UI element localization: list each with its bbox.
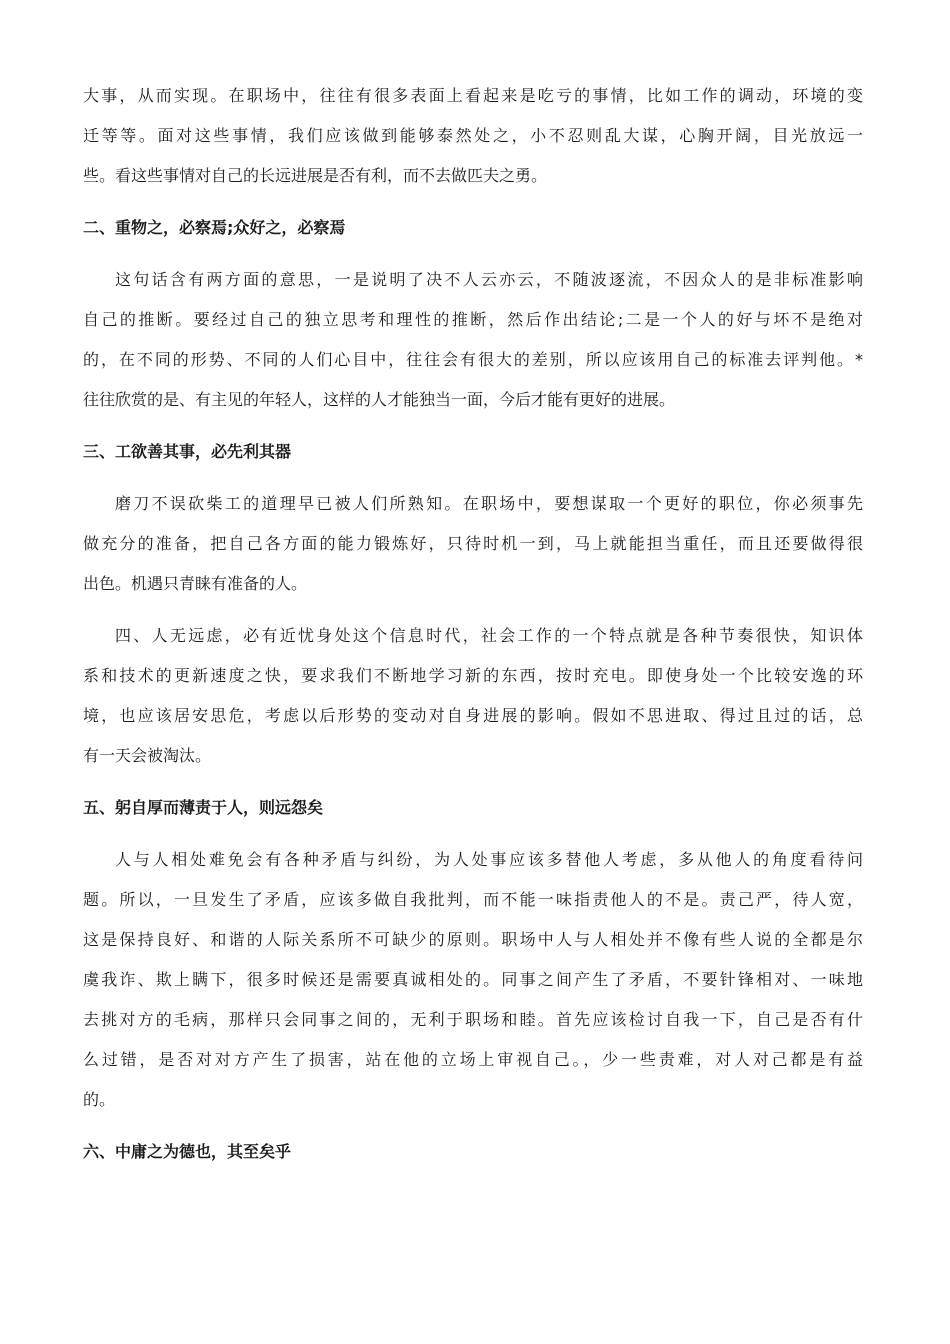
paragraph-continuation <box>83 76 863 196</box>
text-line: 去挑对方的毛病，那样只会同事之间的，无利于职场和睦。首先应该检讨自我一下，自己是否有什 <box>83 1010 863 1029</box>
text-line: 自己的推断。要经过自己的独立思考和理性的推断，然后作出结论;二是一个人的好与坏不是绝对 <box>83 310 863 329</box>
text-line: 出色。机遇只青睐有准备的人。 <box>83 574 308 593</box>
text-line: 的，在不同的形势、不同的人们心目中，往往会有很大的差别，所以应该用自己的标准去评判他。* <box>83 350 863 369</box>
text-line: 境，也应该居安思危，考虑以后形势的变动对自身进展的影响。假如不思进取、得过且过的话，总 <box>83 706 863 725</box>
section-heading-3: 三、工欲善其事，必先利其器 <box>83 442 292 461</box>
document-page <box>83 76 863 1172</box>
text-line: 这句话含有两方面的意思，一是说明了决不人云亦云，不随波逐流，不因众人的是非标准影响 <box>115 270 863 289</box>
text-line: 有一天会被淘汰。 <box>83 746 212 765</box>
text-line: 么过错，是否对对方产生了损害，站在他的立场上审视自己。，少一些责难，对人对己都是有益 <box>83 1050 863 1069</box>
paragraph-section-2 <box>83 260 863 420</box>
paragraph-section-4 <box>83 616 863 776</box>
text-line: 这是保持良好、和谐的人际关系所不可缺少的原则。职场中人与人相处并不像有些人说的全都是尔 <box>83 930 863 949</box>
section-heading-6: 六、中庸之为德也，其至矣乎 <box>83 1142 292 1161</box>
text-line: 的。 <box>83 1090 116 1109</box>
text-line: 些。看这些事情对自己的长远进展是否有利，而不去做匹夫之勇。 <box>83 166 548 185</box>
paragraph-section-3 <box>83 484 863 604</box>
text-line: 四、人无远虑，必有近忧身处这个信息时代，社会工作的一个特点就是各种节奏很快，知识体 <box>115 626 863 645</box>
section-heading-5: 五、躬自厚而薄责于人，则远怨矣 <box>83 798 324 817</box>
text-line: 题。所以，一旦发生了矛盾，应该多做自我批判，而不能一味指责他人的不是。责己严，待人宽， <box>83 890 863 909</box>
section-heading-2: 二、重物之，必察焉;众好之，必察焉 <box>83 218 346 237</box>
text-line: 往往欣赏的是、有主见的年轻人，这样的人才能独当一面，今后才能有更好的进展。 <box>83 390 676 409</box>
text-line: 虞我诈、欺上瞒下，很多时候还是需要真诚相处的。同事之间产生了矛盾，不要针锋相对、一味地 <box>83 970 863 989</box>
text-line: 大事，从而实现。在职场中，往往有很多表面上看起来是吃亏的事情，比如工作的调动，环境的变 <box>83 86 863 105</box>
text-line: 做充分的准备，把自己各方面的能力锻炼好，只待时机一到，马上就能担当重任，而且还要做得很 <box>83 534 863 553</box>
text-line: 系和技术的更新速度之快，要求我们不断地学习新的东西，按时充电。即使身处一个比较安逸的环 <box>83 666 863 685</box>
text-line: 迁等等。面对这些事情，我们应该做到能够泰然处之，小不忍则乱大谋，心胸开阔，目光放远一 <box>83 126 863 145</box>
text-line: 人与人相处难免会有各种矛盾与纠纷，为人处事应该多替他人考虑，多从他人的角度看待问 <box>115 850 863 869</box>
text-line: 磨刀不误砍柴工的道理早已被人们所熟知。在职场中，要想谋取一个更好的职位，你必须事先 <box>115 494 863 513</box>
paragraph-section-5 <box>83 840 863 1120</box>
